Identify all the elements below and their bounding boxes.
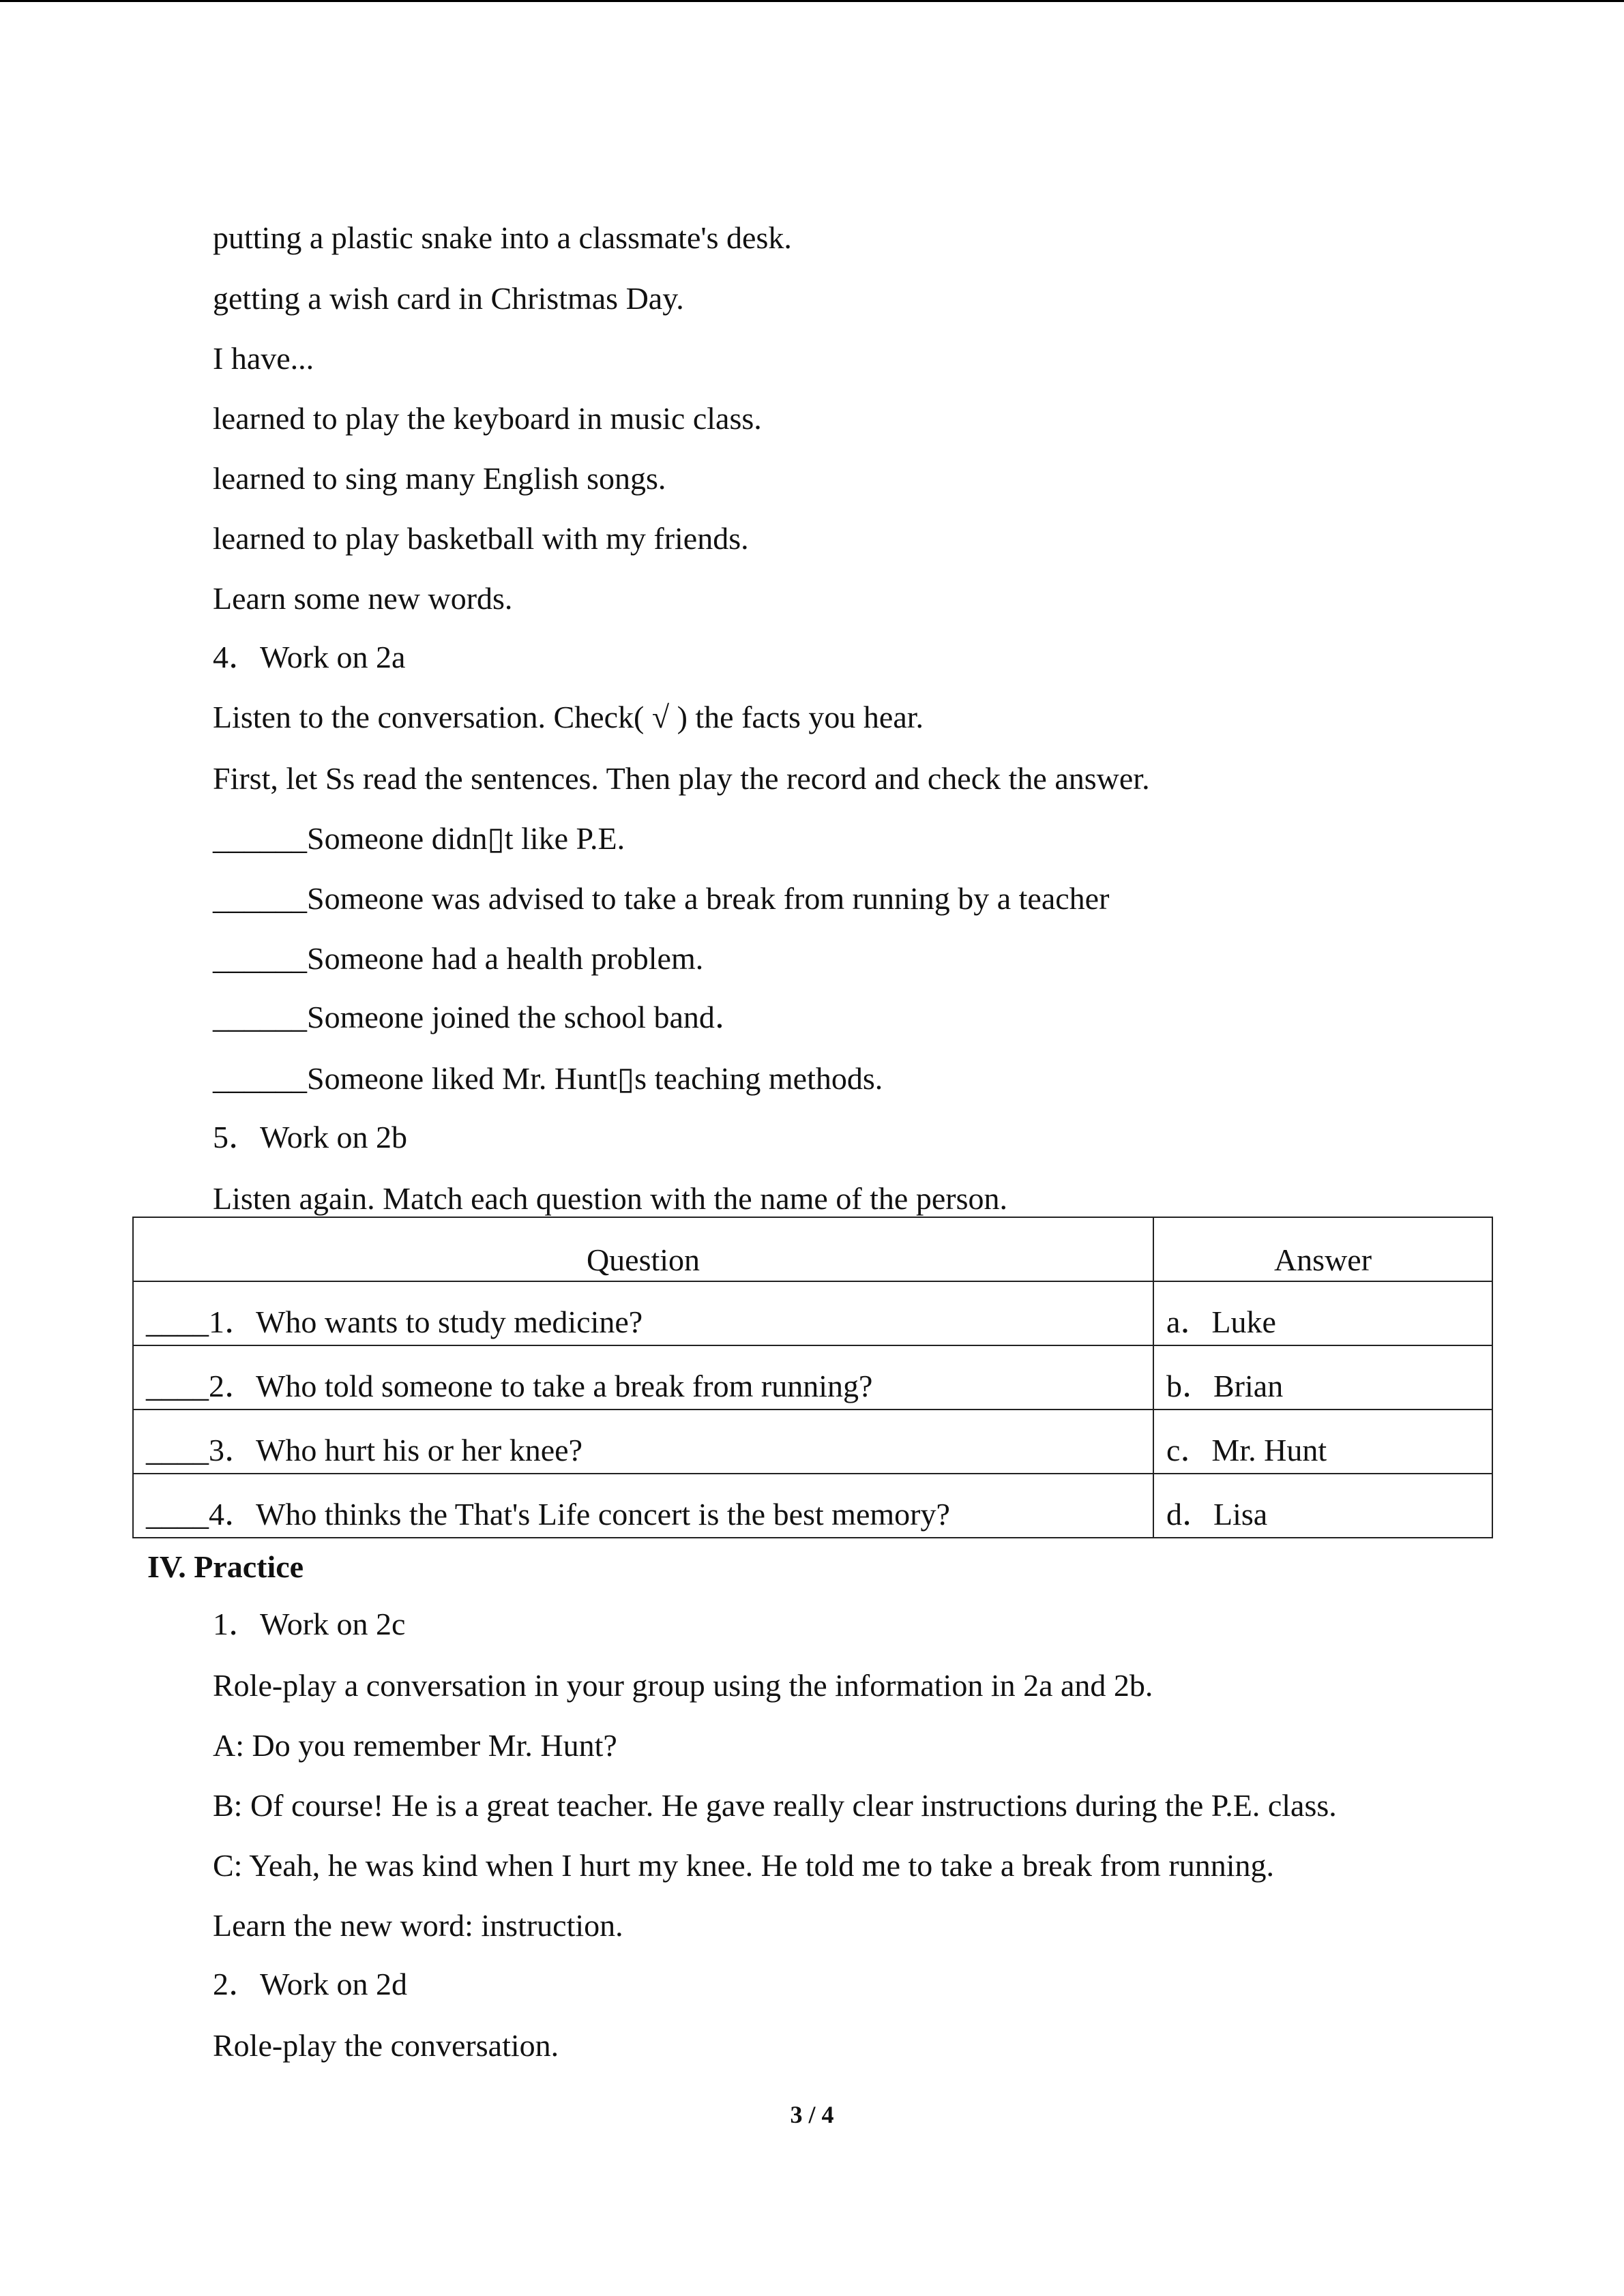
fact-item: ______Someone had a health problem. bbox=[213, 941, 704, 976]
table-row bbox=[133, 1345, 1492, 1410]
column-header-question: Question bbox=[133, 1217, 1153, 1281]
question-cell: ____1．Who wants to study medicine? bbox=[133, 1281, 1153, 1345]
text-line: putting a plastic snake into a classmate's desk. bbox=[213, 220, 792, 255]
dialogue-line: B: Of course! He is a great teacher. He gave really clear instructions during the P.E. class. bbox=[213, 1788, 1337, 1823]
answer-cell: b．Brian bbox=[1153, 1345, 1492, 1410]
table-row bbox=[133, 1281, 1492, 1345]
text-line: Role-play the conversation. bbox=[213, 2028, 559, 2063]
section-heading: IV. Practice bbox=[147, 1549, 304, 1584]
step-heading: 4．Work on 2a bbox=[213, 640, 406, 674]
step-heading: 5．Work on 2b bbox=[213, 1120, 408, 1154]
fact-item: ______Someone joined the school band． bbox=[213, 1000, 746, 1034]
text-line: learned to play basketball with my friends. bbox=[213, 521, 749, 556]
text-line: getting a wish card in Christmas Day. bbox=[213, 281, 684, 316]
step-heading: 2．Work on 2d bbox=[213, 1967, 408, 2001]
dialogue-line: C: Yeah, he was kind when I hurt my knee. He told me to take a break from running. bbox=[213, 1848, 1274, 1883]
table-header-row bbox=[133, 1217, 1492, 1281]
text-line: learned to sing many English songs. bbox=[213, 461, 666, 496]
fact-item: ______Someone was advised to take a break from running by a teacher bbox=[213, 881, 1110, 916]
text-line: Role-play a conversation in your group using the information in 2a and 2b. bbox=[213, 1668, 1153, 1703]
question-cell: ____2．Who told someone to take a break from running? bbox=[133, 1345, 1153, 1410]
column-header-answer: Answer bbox=[1153, 1217, 1492, 1281]
fact-item: ______Someone liked Mr. Hunt▯s teaching methods. bbox=[213, 1061, 883, 1096]
text-line: learned to play the keyboard in music class. bbox=[213, 401, 762, 436]
question-cell: ____3．Who hurt his or her knee? bbox=[133, 1410, 1153, 1474]
matching-table bbox=[132, 1217, 1493, 1538]
dialogue-line: A: Do you remember Mr. Hunt? bbox=[213, 1728, 617, 1763]
top-border bbox=[0, 0, 1624, 2]
table-row bbox=[133, 1474, 1492, 1538]
table-row bbox=[133, 1410, 1492, 1474]
fact-item: ______Someone didn▯t like P.E. bbox=[213, 821, 625, 856]
step-heading: 1．Work on 2c bbox=[213, 1607, 406, 1641]
question-cell: ____4．Who thinks the That's Life concert is the best memory? bbox=[133, 1474, 1153, 1538]
text-line: Learn the new word: instruction. bbox=[213, 1908, 623, 1943]
text-line: Listen to the conversation. Check( √ ) the facts you hear. bbox=[213, 700, 924, 734]
answer-cell: c．Mr. Hunt bbox=[1153, 1410, 1492, 1474]
text-line: I have... bbox=[213, 341, 314, 376]
answer-cell: d．Lisa bbox=[1153, 1474, 1492, 1538]
answer-cell: a．Luke bbox=[1153, 1281, 1492, 1345]
text-line: Learn some new words. bbox=[213, 581, 513, 616]
text-line: First, let Ss read the sentences. Then play the record and check the answer. bbox=[213, 761, 1150, 796]
text-line: Listen again. Match each question with the name of the person. bbox=[213, 1181, 1007, 1216]
page-number: 3 / 4 bbox=[790, 2101, 834, 2128]
